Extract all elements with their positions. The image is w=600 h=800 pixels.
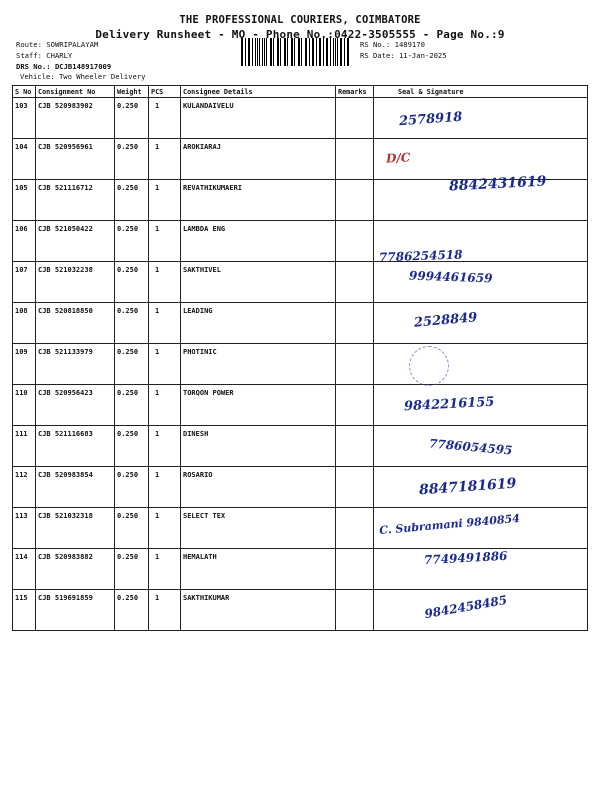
cell-pcs: 1 — [149, 549, 181, 590]
cell-pcs: 1 — [149, 426, 181, 467]
cell-consignee: LEADING — [181, 303, 336, 344]
handwritten-signature: 8847181619 — [418, 475, 517, 499]
cell-consignee: PHOTINIC — [181, 344, 336, 385]
cell-remarks — [336, 590, 374, 631]
cell-remarks — [336, 467, 374, 508]
table-row — [13, 98, 588, 139]
handwritten-signature: 7786254518 — [378, 247, 463, 265]
cell-sno: 103 — [13, 98, 36, 139]
cell-consignee: ROSARIO — [181, 467, 336, 508]
table-row — [13, 344, 588, 385]
cell-sno: 106 — [13, 221, 36, 262]
cell-signature — [374, 508, 588, 549]
cell-sno: 105 — [13, 180, 36, 221]
header-consignment: Consignment No — [36, 86, 115, 98]
cell-signature — [374, 385, 588, 426]
runsheet-table — [12, 85, 588, 631]
cell-signature — [374, 467, 588, 508]
cell-pcs: 1 — [149, 262, 181, 303]
header-pcs: PCS — [149, 86, 181, 98]
cell-consignment-no: CJB 521116712 — [36, 180, 115, 221]
cell-consignee: DINESH — [181, 426, 336, 467]
handwritten-signature: 9842216155 — [403, 394, 495, 415]
cell-consignment-no: CJB 520956423 — [36, 385, 115, 426]
cell-weight: 0.250 — [115, 549, 149, 590]
cell-sno: 108 — [13, 303, 36, 344]
table-row — [13, 262, 588, 303]
cell-signature — [374, 303, 588, 344]
handwritten-signature: 7749491886 — [423, 548, 508, 568]
handwritten-signature: 8842431619 — [448, 173, 547, 195]
cell-consignment-no: CJB 521050422 — [36, 221, 115, 262]
table-row — [13, 385, 588, 426]
handwritten-signature: 2528849 — [413, 310, 478, 331]
cell-pcs: 1 — [149, 467, 181, 508]
cell-weight: 0.250 — [115, 139, 149, 180]
handwritten-signature: 9842458485 — [423, 592, 509, 622]
cell-consignee: AROKIARAJ — [181, 139, 336, 180]
cell-consignee: SAKTHIVEL — [181, 262, 336, 303]
cell-pcs: 1 — [149, 303, 181, 344]
rs-date: RS Date: 11-Jan-2025 — [360, 51, 447, 60]
cell-weight: 0.250 — [115, 385, 149, 426]
cell-weight: 0.250 — [115, 426, 149, 467]
cell-remarks — [336, 508, 374, 549]
cell-remarks — [336, 426, 374, 467]
cell-consignee: KULANDAIVELU — [181, 98, 336, 139]
cell-signature — [374, 221, 588, 265]
drs-label: DRS No.: DCJB148917009 — [16, 62, 112, 71]
table-row — [13, 180, 588, 221]
cell-weight: 0.250 — [115, 303, 149, 344]
cell-weight: 0.250 — [115, 98, 149, 139]
cell-sno: 115 — [13, 590, 36, 631]
cell-weight: 0.250 — [115, 221, 149, 262]
cell-pcs: 1 — [149, 385, 181, 426]
cell-consignment-no: CJB 520983882 — [36, 549, 115, 590]
table-row — [13, 508, 588, 549]
cell-consignment-no: CJB 521116683 — [36, 426, 115, 467]
cell-consignee: SELECT TEX — [181, 508, 336, 549]
cell-sno: 110 — [13, 385, 36, 426]
table-row — [13, 221, 588, 262]
table-row — [13, 139, 588, 180]
cell-remarks — [336, 139, 374, 180]
cell-signature — [374, 173, 588, 221]
cell-pcs: 1 — [149, 180, 181, 221]
cell-sno: 107 — [13, 262, 36, 303]
cell-signature — [374, 549, 588, 590]
cell-remarks — [336, 385, 374, 426]
runsheet-subtitle: Delivery Runsheet - MO - Phone No.:0422-3505555 - Page No.:9 — [95, 28, 505, 41]
cell-consignment-no: CJB 520983902 — [36, 98, 115, 139]
cell-sno: 104 — [13, 139, 36, 180]
cell-consignee: LAMBDA ENG — [181, 221, 336, 262]
table-row — [13, 549, 588, 590]
cell-consignment-no: CJB 521133979 — [36, 344, 115, 385]
cell-remarks — [336, 549, 374, 590]
route-label: Route: SOWRIPALAYAM — [16, 40, 99, 49]
cell-weight: 0.250 — [115, 508, 149, 549]
table-row — [13, 426, 588, 467]
cell-signature — [374, 139, 588, 180]
vehicle-label: Vehicle: Two Wheeler Delivery — [20, 72, 146, 81]
cell-remarks — [336, 221, 374, 262]
cell-pcs: 1 — [149, 508, 181, 549]
cell-consignment-no: CJB 519691859 — [36, 590, 115, 631]
table-row — [13, 303, 588, 344]
table-row — [13, 590, 588, 631]
header-remarks: Remarks — [336, 86, 374, 98]
cell-remarks — [336, 303, 374, 344]
cell-signature — [374, 98, 588, 139]
header-sno: S No — [13, 86, 36, 98]
cell-pcs: 1 — [149, 344, 181, 385]
cell-consignment-no: CJB 520818850 — [36, 303, 115, 344]
cell-remarks — [336, 98, 374, 139]
cell-consignment-no: CJB 521032238 — [36, 262, 115, 303]
cell-pcs: 1 — [149, 98, 181, 139]
cell-sno: 111 — [13, 426, 36, 467]
cell-consignment-no: CJB 521032318 — [36, 508, 115, 549]
staff-label: Staff: CHARLY — [16, 51, 73, 60]
cell-remarks — [336, 180, 374, 221]
cell-pcs: 1 — [149, 139, 181, 180]
cell-consignment-no: CJB 520983854 — [36, 467, 115, 508]
handwritten-signature: 9994461659 — [408, 268, 493, 286]
cell-weight: 0.250 — [115, 262, 149, 303]
cell-remarks — [336, 344, 374, 385]
cell-remarks — [336, 262, 374, 303]
table-header-row — [13, 86, 588, 98]
cell-sno: 109 — [13, 344, 36, 385]
cell-pcs: 1 — [149, 590, 181, 631]
cell-weight: 0.250 — [115, 467, 149, 508]
cell-consignee: REVATHIKUMAERI — [181, 180, 336, 221]
cell-signature — [374, 344, 588, 385]
table-row — [13, 467, 588, 508]
cell-consignee: HEMALATH — [181, 549, 336, 590]
header-weight: Weight — [115, 86, 149, 98]
barcode-image — [241, 38, 351, 66]
cell-consignment-no: CJB 520956961 — [36, 139, 115, 180]
cell-signature — [374, 426, 588, 467]
handwritten-signature: 7786054595 — [428, 436, 513, 458]
rs-number: RS No.: 1489170 — [360, 40, 425, 49]
cell-signature — [374, 262, 588, 303]
seal-stamp — [409, 346, 449, 386]
cell-consignee: SAKTHIKUMAR — [181, 590, 336, 631]
cell-consignee: TORQON POWER — [181, 385, 336, 426]
header-signature: Seal & Signature — [374, 86, 588, 98]
company-title: THE PROFESSIONAL COURIERS, COIMBATORE — [179, 14, 421, 26]
cell-weight: 0.250 — [115, 590, 149, 631]
cell-weight: 0.250 — [115, 180, 149, 221]
cell-sno: 112 — [13, 467, 36, 508]
cell-sno: 114 — [13, 549, 36, 590]
handwritten-signature: C. Subramani 9840854 — [378, 511, 521, 538]
cell-signature — [374, 590, 588, 631]
handwritten-signature: 2578918 — [398, 109, 463, 130]
cell-weight: 0.250 — [115, 344, 149, 385]
header-consignee: Consignee Details — [181, 86, 336, 98]
handwritten-signature: D/C — [385, 150, 411, 166]
cell-sno: 113 — [13, 508, 36, 549]
cell-pcs: 1 — [149, 221, 181, 262]
